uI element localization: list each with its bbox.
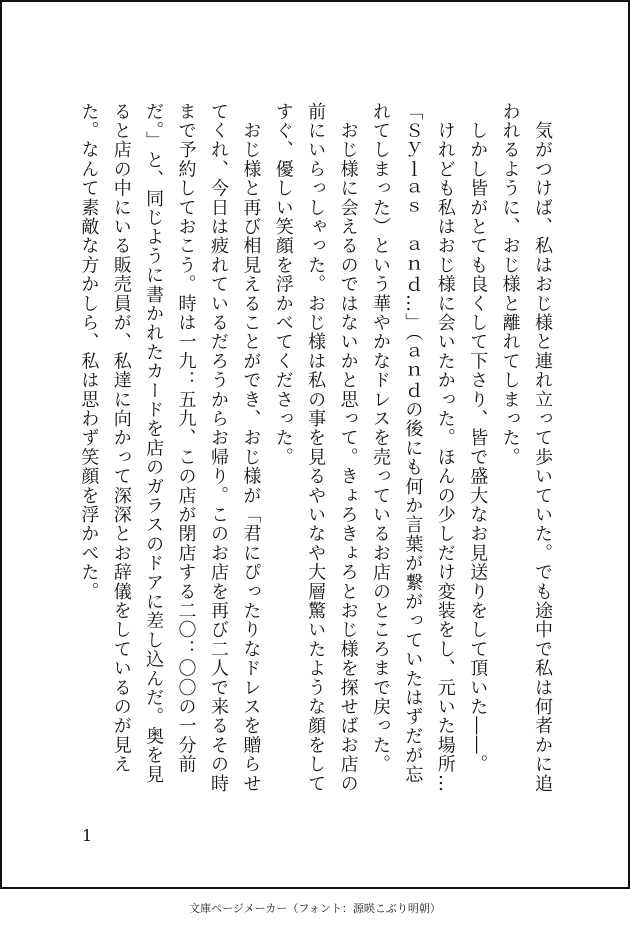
footer-caption: 文庫ページメーカー（フォント：源暎こぶり明朝） [189,902,441,915]
page-number: 1 [82,826,93,845]
paragraph-1: 気がつけば、私はおじ様と連れ立って歩いていた。でも途中で私は何者かに追われるように、おじ様と離れてしまった。 [499,102,553,794]
paragraph-5: おじ様と再び相見えることができ、おじ様が「君にぴったりなドレスを贈らせてくれ、今日は疲れているだろうからお帰り。このお店を再び二人で来るその時まで予約しておこう。時は一九：五九、この店が閉店する二〇：〇〇の一分前だ。」と、同じように書かれたカードを店のガラスのドアに差し込んだ。奥を見ると店の中にいる販売員が、私達に向かって深深とお辞儀をしているのが見えた。なんて素敵な方かしら、私は思わず笑顔を浮かべた。 [78,102,262,794]
paragraph-4: おじ様に会えるのではないかと思って。きょろきょろとおじ様を探せばお店の前にいらっしゃった。おじ様は私の事を見るやいなや大層驚いたような顔をしてすぐ、優しい笑顔を浮かべてくださった。 [272,102,359,794]
vertical-body-text [72,102,558,802]
paragraph-2: しかし皆がとても良くして下さり、皆で盛大なお見送りをして頂いた――。 [467,102,489,774]
paragraph-3: けれども私はおじ様に会いたかった。ほんの少しだけ変装をし、元いた場所…「Ｓｙｌａｓ ａｎｄ…」（ａｎｄの後にも何か言葉が繋がっていたはずだが忘れてしまった）という華やかなドレスを売っているお店のところまで戻った。 [369,102,456,794]
